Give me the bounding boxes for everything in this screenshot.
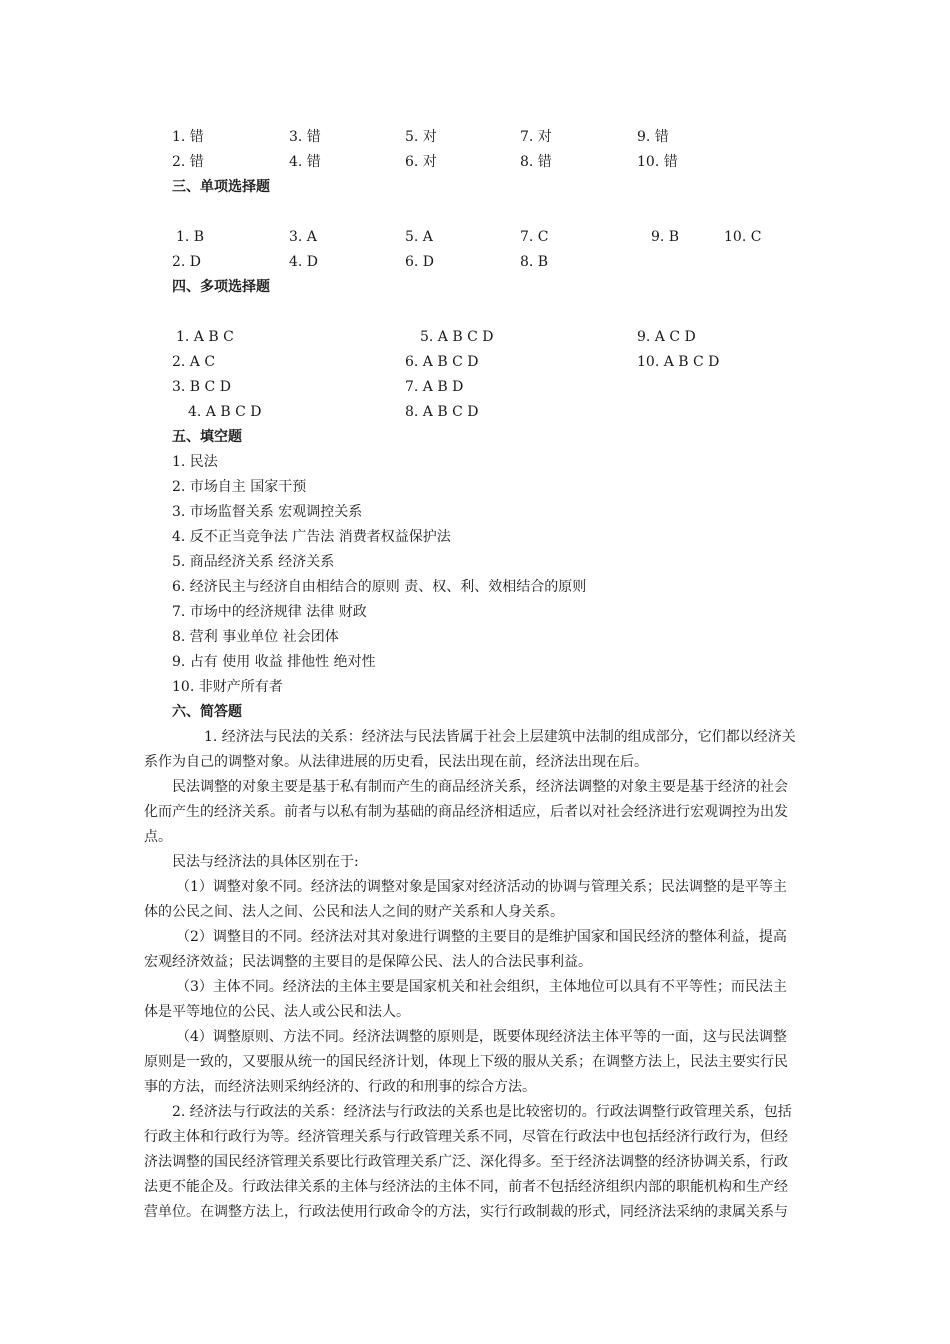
single-answer: 3. A <box>289 229 317 245</box>
paragraph-line: 济法调整的国民经济管理关系要比行政管理关系广泛、深化得多。至于经济法调整的经济协调关系，行政 <box>144 1154 788 1170</box>
single-answer: 9. B <box>651 229 680 245</box>
fill-answer: 10. 非财产所有者 <box>172 679 283 695</box>
tf-answer: 6. 对 <box>405 154 437 170</box>
section-heading-multi-choice: 四、多项选择题 <box>172 279 270 295</box>
multi-answer: 5. A B C D <box>420 329 494 345</box>
paragraph-line: （3）主体不同。经济法的主体主要是国家机关和社会组织，主体地位可以具有不平等性；而民法主 <box>176 979 787 995</box>
tf-answer: 8. 错 <box>520 154 552 170</box>
fill-answer: 7. 市场中的经济规律 法律 财政 <box>172 604 367 620</box>
fill-answer: 5. 商品经济关系 经济关系 <box>172 554 335 570</box>
single-answer: 5. A <box>405 229 433 245</box>
fill-answer: 9. 占有 使用 收益 排他性 绝对性 <box>172 654 376 670</box>
section-heading-single-choice: 三、单项选择题 <box>172 179 270 195</box>
paragraph-line: 1. 经济法与民法的关系：经济法与民法皆属于社会上层建筑中法制的组成部分，它们都以经济关 <box>204 729 796 745</box>
fill-answer: 4. 反不正当竞争法 广告法 消费者权益保护法 <box>172 529 451 545</box>
single-answer: 4. D <box>289 254 319 270</box>
multi-answer: 7. A B D <box>405 379 464 395</box>
multi-answer: 9. A C D <box>637 329 696 345</box>
paragraph-line: 体是平等地位的公民、法人或公民和法人。 <box>144 1004 410 1020</box>
paragraph-line: 2. 经济法与行政法的关系：经济法与行政法的关系也是比较密切的。行政法调整行政管理关系，包括 <box>172 1104 792 1120</box>
tf-answer: 2. 错 <box>172 154 204 170</box>
paragraph-line: 法更不能企及。行政法律关系的主体与经济法的主体不同，前者不包括经济组织内部的职能机构和生产经 <box>144 1179 788 1195</box>
paragraph-line: 体的公民之间、法人之间、公民和法人之间的财产关系和人身关系。 <box>144 904 564 920</box>
fill-answer: 2. 市场自主 国家干预 <box>172 479 307 495</box>
tf-answer: 3. 错 <box>289 129 321 145</box>
tf-answer: 1. 错 <box>172 129 204 145</box>
single-answer: 7. C <box>520 229 549 245</box>
multi-answer: 2. A C <box>172 354 216 370</box>
paragraph-line: （2）调整目的不同。经济法对其对象进行调整的主要目的是维护国家和国民经济的整体利益，提高 <box>176 929 787 945</box>
single-answer: 8. B <box>520 254 549 270</box>
fill-answer: 8. 营利 事业单位 社会团体 <box>172 629 339 645</box>
paragraph-line: 系作为自己的调整对象。从法律进展的历史看，民法出现在前，经济法出现在后。 <box>144 754 648 770</box>
multi-answer: 4. A B C D <box>188 404 262 420</box>
paragraph-line: 营单位。在调整方法上，行政法使用行政命令的方法，实行行政制裁的形式，同经济法采纳的隶属关系与 <box>144 1204 788 1220</box>
tf-answer: 5. 对 <box>405 129 437 145</box>
single-answer: 6. D <box>405 254 435 270</box>
multi-answer: 6. A B C D <box>405 354 479 370</box>
single-answer: 1. B <box>176 229 205 245</box>
multi-answer: 1. A B C <box>176 329 234 345</box>
tf-answer: 10. 错 <box>637 154 678 170</box>
single-answer: 2. D <box>172 254 202 270</box>
paragraph-line: 化而产生的经济关系。前者与以私有制为基础的商品经济相适应，后者以对社会经济进行宏观调控为出发 <box>144 804 788 820</box>
multi-answer: 10. A B C D <box>637 354 720 370</box>
paragraph-line: 点。 <box>144 829 172 845</box>
paragraph-line: （4）调整原则、方法不同。经济法调整的原则是，既要体现经济法主体平等的一面，这与民法调整 <box>176 1029 787 1045</box>
fill-answer: 6. 经济民主与经济自由相结合的原则 责、权、利、效相结合的原则 <box>172 579 587 595</box>
paragraph-line: 行政主体和行政行为等。经济管理关系与行政管理关系不同，尽管在行政法中也包括经济行政行为，但经 <box>144 1129 788 1145</box>
multi-answer: 3. B C D <box>172 379 231 395</box>
multi-answer: 8. A B C D <box>405 404 479 420</box>
tf-answer: 7. 对 <box>520 129 552 145</box>
fill-answer: 1. 民法 <box>172 454 218 470</box>
single-answer: 10. C <box>724 229 762 245</box>
section-heading-fill-blank: 五、填空题 <box>172 429 242 445</box>
fill-answer: 3. 市场监督关系 宏观调控关系 <box>172 504 363 520</box>
tf-answer: 4. 错 <box>289 154 321 170</box>
tf-answer: 9. 错 <box>637 129 669 145</box>
section-heading-short-answer: 六、简答题 <box>172 704 242 720</box>
paragraph-line: 宏观经济效益；民法调整的主要目的是保障公民、法人的合法民事利益。 <box>144 954 592 970</box>
paragraph-line: （1）调整对象不同。经济法的调整对象是国家对经济活动的协调与管理关系；民法调整的是平等主 <box>176 879 787 895</box>
paragraph-line: 民法调整的对象主要是基于私有制而产生的商品经济关系，经济法调整的对象主要是基于经济的社会 <box>172 779 788 795</box>
paragraph-line: 原则是一致的，又要服从统一的国民经济计划，体现上下级的服从关系；在调整方法上，民法主要实行民 <box>144 1054 788 1070</box>
paragraph-line: 民法与经济法的具体区别在于: <box>172 854 359 870</box>
paragraph-line: 事的方法，而经济法则采纳经济的、行政的和刑事的综合方法。 <box>144 1079 536 1095</box>
